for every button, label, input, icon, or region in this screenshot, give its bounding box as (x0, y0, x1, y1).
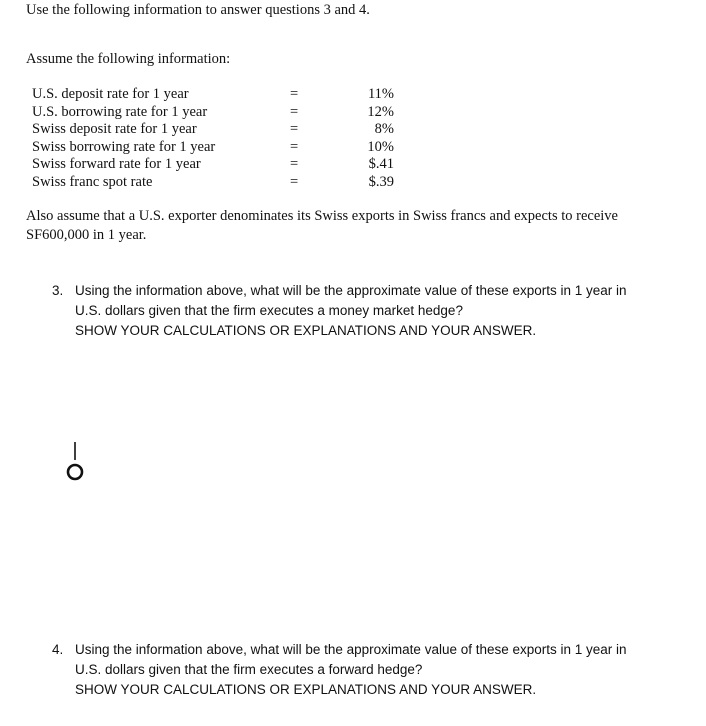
question-body (75, 640, 685, 700)
question-body (75, 281, 685, 341)
question-line-2: U.S. dollars given that the firm executes a money market hedge? (75, 303, 463, 318)
intro-text: Use the following information to answer questions 3 and 4. (26, 2, 370, 18)
text-cursor-icon (66, 440, 86, 484)
info-label: U.S. borrowing rate for 1 year (32, 103, 208, 120)
equals-sign: = (290, 121, 299, 137)
info-value: $.41 (368, 156, 394, 172)
info-label: Swiss forward rate for 1 year (32, 156, 201, 172)
info-label: U.S. deposit rate for 1 year (32, 86, 189, 102)
info-label: Swiss deposit rate for 1 year (32, 121, 197, 137)
question-line-2: U.S. dollars given that the firm executes a forward hedge? (75, 662, 423, 677)
question-line-1: Using the information above, what will be the approximate value of these exports in 1 year in (75, 642, 627, 657)
equals-sign: = (290, 156, 299, 172)
assumption-line-1: Also assume that a U.S. exporter denominates its Swiss exports in Swiss francs and expects to receive (26, 208, 618, 224)
info-label: Swiss franc spot rate (32, 173, 153, 190)
info-value: 12% (367, 103, 394, 120)
question-number: 3. (52, 283, 64, 298)
question-instruction: SHOW YOUR CALCULATIONS OR EXPLANATIONS AND YOUR ANSWER. (75, 323, 537, 338)
assumption-line-2: SF600,000 in 1 year. (26, 226, 147, 243)
equals-sign: = (290, 173, 299, 190)
assumption-paragraph (26, 207, 686, 244)
info-value: $.39 (368, 173, 394, 190)
info-value: 8% (374, 121, 394, 137)
equals-sign: = (290, 138, 299, 155)
question-number: 4. (52, 642, 64, 657)
equals-sign: = (290, 86, 299, 102)
info-value: 11% (367, 86, 394, 102)
assume-heading: Assume the following information: (26, 51, 231, 67)
info-value: 10% (367, 138, 394, 155)
question-instruction: SHOW YOUR CALCULATIONS OR EXPLANATIONS AND YOUR ANSWER. (75, 682, 537, 697)
equals-sign: = (290, 103, 299, 120)
question-line-1: Using the information above, what will be the approximate value of these exports in 1 year in (75, 283, 627, 298)
info-label: Swiss borrowing rate for 1 year (32, 138, 216, 155)
